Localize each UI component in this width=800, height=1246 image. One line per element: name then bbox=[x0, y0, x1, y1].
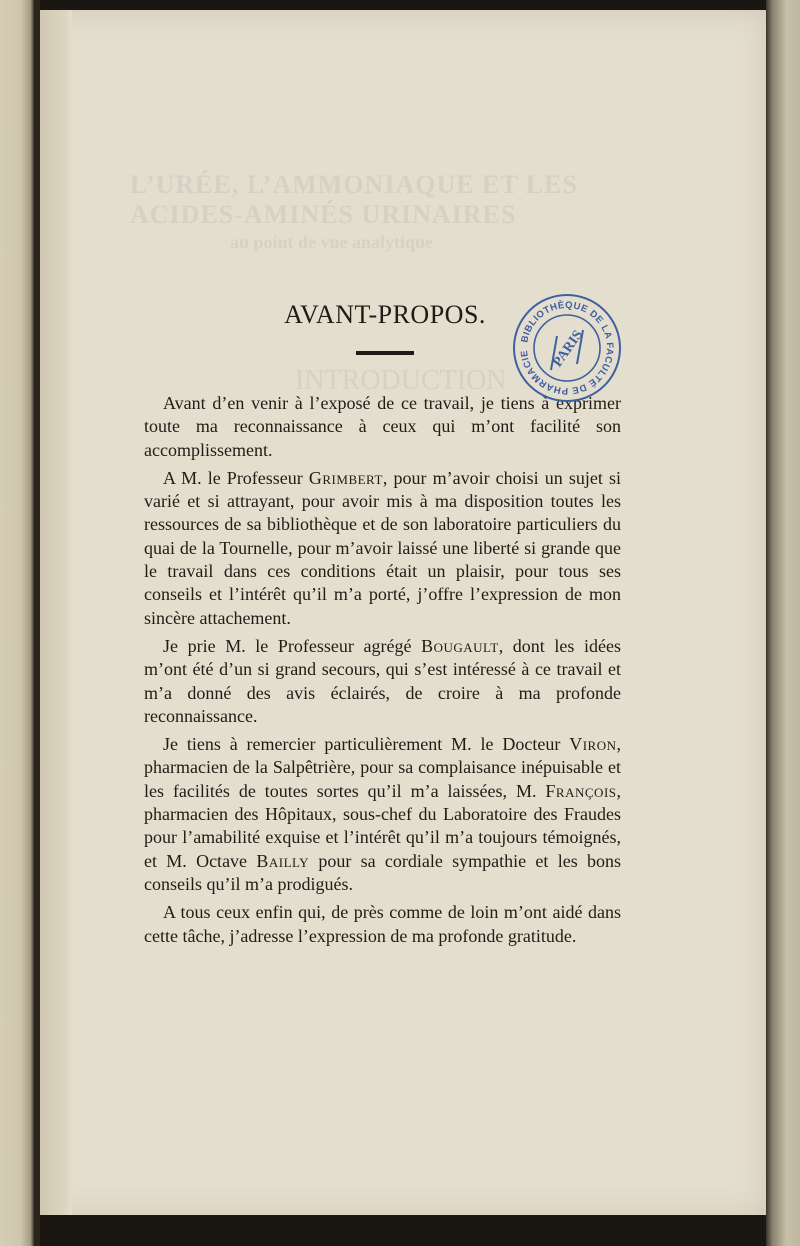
paragraph bbox=[144, 733, 621, 896]
library-stamp bbox=[511, 292, 623, 404]
text-segment: , pour m’avoir choisi un sujet si varié et si attrayant, pour avoir mis à ma disposition toutes les ressources de sa bibliothèque et de son laboratoire particuliers du quai de la Tournelle, pour m’avoir laissé une liberté si grande que le travail dans ces conditions était un plaisir, pour tous ses conseils et l’intérêt qu’il m’a porté, j’offre l’expression de mon sincère attachement. bbox=[144, 467, 621, 628]
text-segment: pour sa cordiale sympathie et les bons conseils qu’il m’a prodigués. bbox=[144, 850, 621, 894]
name-smallcaps: Bougault bbox=[421, 635, 499, 656]
page-title: AVANT-PROPOS. bbox=[284, 300, 486, 329]
title-rule bbox=[356, 351, 414, 355]
text-segment: A M. le Professeur bbox=[163, 467, 309, 488]
page-gutter bbox=[40, 10, 72, 1215]
body-text bbox=[144, 392, 621, 953]
right-page-edge bbox=[766, 0, 800, 1246]
name-smallcaps: Bailly bbox=[256, 850, 310, 871]
text-segment: , pharmacien de la Salpêtrière, pour sa complaisance inépuisable et les facilités de toutes sortes qu’il m’a laissées, M. bbox=[144, 734, 621, 801]
text-segment: Je prie M. le Professeur agrégé bbox=[163, 635, 422, 656]
text-segment: Avant d’en venir à l’exposé de ce travail, je tiens à exprimer toute ma reconnaissance à ceux qui m’ont facilité son accomplissement. bbox=[144, 393, 621, 460]
stamp-center-text: PARIS bbox=[550, 327, 587, 370]
text-segment: , pharmacien des Hôpitaux, sous-chef du Laboratoire des Fraudes pour l’amabilité exquise et l’intérêt qu’il m’a toujours témoignés, et M. Octave bbox=[144, 780, 621, 871]
text-segment: A tous ceux enfin qui, de près comme de loin m’ont aidé dans cette tâche, j’adresse l’expression de ma profonde gratitude. bbox=[144, 902, 621, 946]
name-smallcaps: Grimbert bbox=[308, 467, 383, 488]
name-smallcaps: François bbox=[545, 780, 617, 801]
stamp-ring-text: BIBLIOTHÈQUE DE LA FACULTÉ DE PHARMACIE bbox=[518, 299, 616, 397]
paragraph bbox=[144, 901, 621, 948]
name-smallcaps: Viron bbox=[569, 734, 617, 755]
paragraph bbox=[144, 467, 621, 630]
left-page-edge bbox=[0, 0, 34, 1246]
text-segment: , dont les idées m’ont été d’un si grand secours, qui s’est intéressé à ce travail et m’a donné des avis éclairés, de croire à ma profonde reconnaissance. bbox=[144, 635, 622, 726]
paragraph bbox=[144, 635, 621, 728]
text-segment: Je tiens à remercier particulièrement M. le Docteur bbox=[163, 734, 570, 755]
